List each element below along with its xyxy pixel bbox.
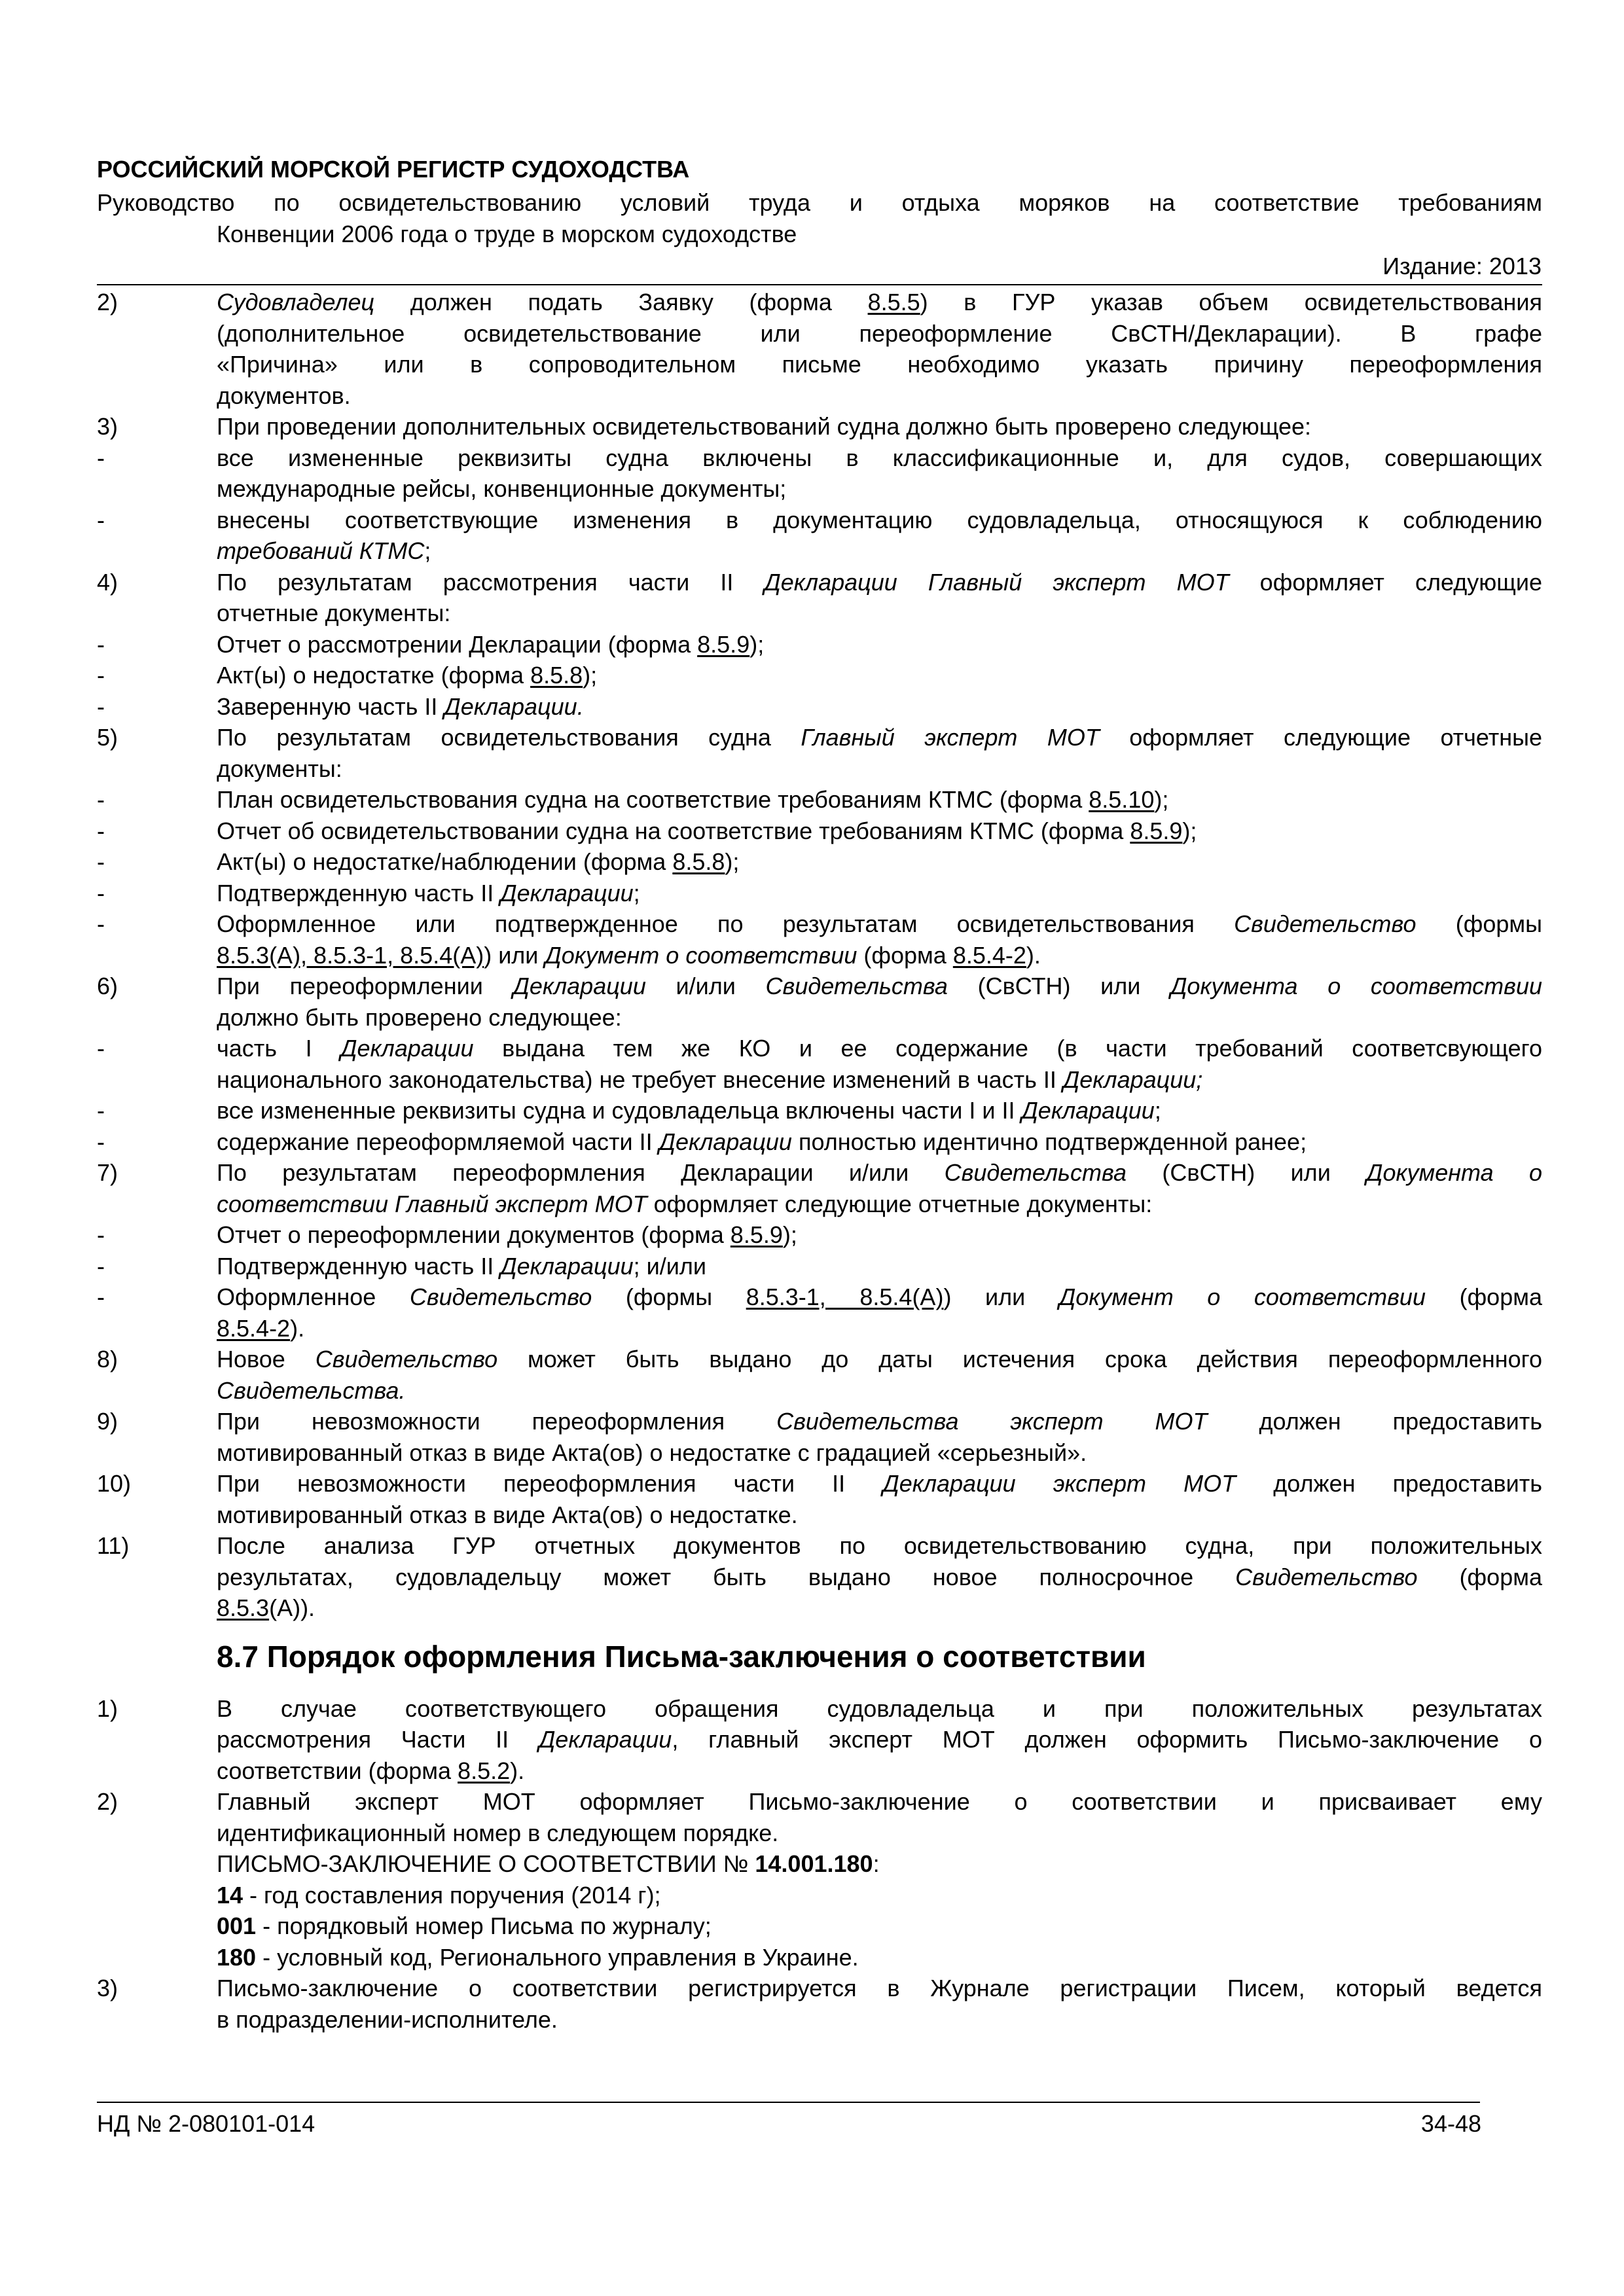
dash-item [97,784,1542,816]
header-document-title: Руководство по освидетельствованию условий труда и отдыха моряков на соответствие требованиям [97,189,1542,216]
dash-item [97,816,1542,847]
item-number: 11) [97,1532,130,1559]
dash-item [97,846,1542,878]
dash-marker: - [97,1283,105,1310]
list-item [97,971,1542,1033]
item-text: По результатам освидетельствования судна Главный эксперт МОТ оформляет следующие отчетные документы: [217,724,1543,782]
item-text: При переоформлении Декларации и/или Свидетельства (СвСТН) или Документа о соответствии должно быть проверено следующее: [217,973,1542,1031]
item-number: 8) [97,1346,118,1372]
item-text: Отчет о переоформлении документов (форма 8.5.9); [217,1221,797,1248]
form-link[interactable]: 8.5.4-2 [217,1314,291,1342]
dash-marker: - [97,848,105,875]
item-number: 7) [97,1159,118,1186]
dash-marker: - [97,1128,105,1155]
list-item [97,1157,1542,1219]
list-item [97,411,1542,442]
item-number: 9) [97,1408,118,1435]
dash-marker: - [97,630,105,658]
dash-item [97,1095,1542,1126]
header-document-title-cont: Конвенции 2006 года о труде в морском судоходстве [217,221,797,247]
form-link[interactable]: 8.5.9 [730,1221,783,1248]
item-number: 2) [97,1788,118,1815]
form-link[interactable]: 8.5.10 [1089,786,1155,813]
item-text: При невозможности переоформления Свидетельства эксперт МОТ должен предоставить мотивированный отказ в виде Акта(ов) о недостатке с градацией «серьезный». [217,1408,1542,1466]
dash-marker: - [97,506,105,533]
list-item [97,1468,1542,1530]
item-text: По результатам переоформления Декларации и/или Свидетельства (СвСТН) или Документа о соответствии Главный эксперт МОТ оформляет следующие отчетные документы: [217,1159,1543,1217]
item-number: 10) [97,1470,132,1497]
dash-marker: - [97,1252,105,1280]
item-text: Подтвержденную часть II Декларации; и/или [217,1252,706,1280]
form-link[interactable]: 8.5.9 [1130,817,1183,844]
dash-marker: - [97,444,105,471]
dash-item [97,1219,1542,1251]
dash-item [97,691,1542,723]
item-number: 4) [97,568,118,596]
item-number: 2) [97,289,118,315]
form-link[interactable]: 8.5.2 [458,1757,511,1784]
dash-marker: - [97,692,105,720]
dash-marker: - [97,786,105,813]
dash-marker: - [97,1221,105,1248]
item-text: При невозможности переоформления части II Декларации эксперт МОТ должен предоставить мотивированный отказ в виде Акта(ов) о недостатке. [217,1470,1543,1528]
item-text: внесены соответствующие изменения в документацию судовладельца, относящуюся к соблюдению требований КТМС; [217,506,1542,564]
list-item [97,1786,1542,1973]
item-number: 5) [97,724,118,751]
dash-item [97,1282,1542,1344]
item-text: Оформленное или подтвержденное по результатам освидетельствования Свидетельство (формы 8.5.3(А), 8.5.3-1, 8.5.4(А)) или Документ о соответствии (форма 8.5.4-2). [217,910,1542,969]
list-item [97,722,1542,784]
item-text: По результатам рассмотрения части II Декларации Главный эксперт МОТ оформляет следующие отчетные документы: [217,568,1543,626]
item-text: Письмо-заключение о соответствии регистрируется в Журнале регистрации Писем, который ведется в подразделении-исполнителе. [217,1975,1542,2033]
header-organization: РОССИЙСКИЙ МОРСКОЙ РЕГИСТР СУДОХОДСТВА [97,156,690,183]
form-link[interactable]: 8.5.9 [697,630,750,658]
dash-item [97,442,1542,505]
dash-marker: - [97,910,105,937]
form-link[interactable]: 8.5.3(А), 8.5.3-1, 8.5.4(А) [217,941,484,969]
form-link[interactable]: 8.5.3 [217,1594,270,1621]
dash-item [97,660,1542,691]
form-link[interactable]: 8.5.3-1, 8.5.4(А) [746,1283,944,1310]
dash-item [97,878,1542,909]
item-text: Акт(ы) о недостатке (форма 8.5.8); [217,662,598,689]
item-text: Отчет об освидетельствовании судна на соответствие требованиям КТМС (форма 8.5.9); [217,817,1197,844]
document-body [97,287,1542,2035]
item-text: содержание переоформляемой части II Декларации полностью идентично подтвержденной ранее; [217,1128,1307,1155]
list-item [97,1530,1542,1624]
item-text: План освидетельствования судна на соответствие требованиям КТМС (форма 8.5.10); [217,786,1169,813]
form-link[interactable]: 8.5.4-2 [952,941,1026,969]
list-item [97,1344,1542,1406]
item-text: После анализа ГУР отчетных документов по освидетельствованию судна, при положительных результатах, судовладельцу может быть выдано новое полносрочное Свидетельство (форма 8.5.3(А)). [217,1532,1542,1621]
item-text: часть I Декларации выдана тем же КО и ее содержание (в части требований соответсвующего национального законодательства) не требует внесение изменений в часть II Декларации; [217,1035,1543,1093]
item-text: все измененные реквизиты судна включены в классификационные и, для судов, совершающих международные рейсы, конвенционные документы; [217,444,1542,502]
dash-item [97,629,1542,660]
footer-page-number: 34-48 [1420,2110,1481,2137]
dash-marker: - [97,1097,105,1124]
header-edition: Издание: 2013 [1382,253,1542,279]
footer-divider [97,2102,1480,2103]
dash-marker: - [97,1035,105,1062]
list-item [97,287,1542,411]
footer-document-number: НД № 2-080101-014 [97,2110,316,2137]
item-number: 6) [97,973,118,999]
item-number: 1) [97,1695,118,1722]
list-item [97,1406,1542,1468]
item-number: 3) [97,413,118,440]
item-text: В случае соответствующего обращения судовладельца и при положительных результатах рассмотрения Части II Декларации, главный эксперт МОТ должен оформить Письмо-заключение о соответствии (форма 8.5.2). [217,1695,1542,1784]
section-heading: 8.7 Порядок оформления Письма-заключения о соответствии [217,1639,1146,1674]
item-number: 3) [97,1975,118,2001]
dash-item [97,908,1542,971]
item-text: Судовладелец должен подать Заявку (форма 8.5.5) в ГУР указав объем освидетельствования (дополнительное освидетельствование или переоформление СвСТН/Декларации). В графе «Причина» или в сопроводительном письме необходимо указать причину переоформления документов. [217,289,1542,409]
dash-item [97,1251,1542,1282]
item-text: При проведении дополнительных освидетельствований судна должно быть проверено следующее: [217,413,1312,440]
form-link[interactable]: 8.5.8 [672,848,725,875]
dash-item [97,1033,1542,1095]
item-text: Главный эксперт МОТ оформляет Письмо-заключение о соответствии и присваивает ему идентификационный номер в следующем порядке. ПИСЬМО-ЗАКЛЮЧЕНИЕ О СООТВЕТСТВИИ № 14.001.180: 14 - год составления поручения (2014 г); 001 - порядковый номер Письма по журналу; 180 - условный код, Регионального управления в Украине. [217,1788,1542,1971]
form-link[interactable]: 8.5.8 [530,662,583,689]
list-item [97,1693,1542,1787]
item-text: Подтвержденную часть II Декларации; [217,879,640,906]
item-text: Оформленное Свидетельство (формы 8.5.3-1, 8.5.4(А)) или Документ о соответствии (форма 8.5.4-2). [217,1283,1543,1342]
item-text: Новое Свидетельство может быть выдано до даты истечения срока действия переоформленного Свидетельства. [217,1346,1542,1404]
list-item [97,567,1542,629]
dash-item [97,505,1542,567]
list-item [97,1973,1542,2035]
item-text: Отчет о рассмотрении Декларации (форма 8.5.9); [217,630,765,658]
dash-marker: - [97,817,105,844]
dash-item [97,1126,1542,1158]
form-link[interactable]: 8.5.5 [867,289,920,315]
item-text: Акт(ы) о недостатке/наблюдении (форма 8.5.8); [217,848,740,875]
header-divider [97,284,1542,285]
dash-marker: - [97,879,105,906]
dash-marker: - [97,662,105,689]
item-text: все измененные реквизиты судна и судовладельца включены части I и II Декларации; [217,1097,1161,1124]
item-text: Заверенную часть II Декларации. [217,692,584,720]
